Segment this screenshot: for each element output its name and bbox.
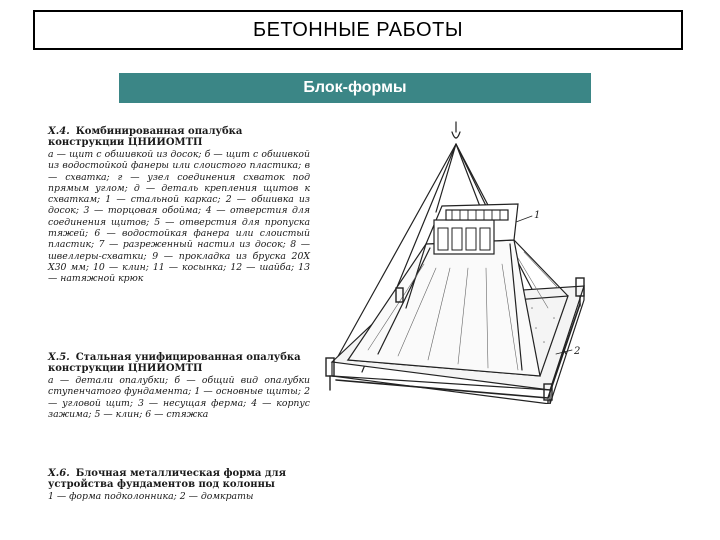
sling-line — [456, 144, 488, 210]
caption-body: а — щит с обшивкой из досок; б — щит с обшивкой из водостойкой фанеры или слоистого пластика; в — схватка; г — узел соединения схваток под прямым углом; д — деталь крепления щитов к схваткам; 1 — стальной каркас; 2 — обшивка из досок; 3 — торцовая обойма; 4 — отверстия для соединения щитов; 5 — отверстия для пропуска тяжей; 6 — водостойкая фанера или слоистый пластик; 7 — разреженный настил из досок; 8 — швеллеры-схватки; 9 — прокладка из бруска 20Х Х30 мм; 10 — клин; 11 — косынка; 12 — шайба; 13 — натяжной крюк — [48, 149, 310, 285]
slide-title: БЕТОННЫЕ РАБОТЫ — [252, 18, 464, 41]
title-frame — [33, 10, 683, 50]
top-rail — [446, 210, 508, 220]
sling-line — [436, 144, 456, 212]
caption-body: 1 — форма подколонника; 2 — домкраты — [48, 491, 254, 502]
caption-x6 — [48, 468, 310, 502]
caption-title: Стальная унифицированная опалубка конструкции ЦНИИОМТП — [48, 352, 301, 374]
subtitle-banner — [119, 73, 591, 103]
caption-x4 — [48, 126, 310, 285]
slide-subtitle: Блок-формы — [303, 79, 407, 96]
lifting-hook-icon — [452, 122, 460, 138]
figure-label-1: 1 — [534, 210, 541, 221]
figure-label-2: 2 — [574, 346, 581, 357]
caption-x5 — [48, 352, 310, 420]
caption-heading — [48, 352, 310, 374]
caption-number: X.5. — [48, 352, 70, 363]
caption-title: Блочная металлическая форма для устройства фундаментов под колонны — [48, 468, 286, 490]
caption-number: X.6. — [48, 468, 70, 479]
caption-title: Комбинированная опалубка конструкции ЦНИИОМТП — [48, 126, 243, 148]
caption-number: X.4. — [48, 126, 70, 137]
caption-body: а — детали опалубки; б — общий вид опалубки ступенчатого фундамента; 1 — основные щиты; 2 — угловой щит; 3 — несущая ферма; 4 — корпус зажима; 5 — клин; 6 — стяжка — [48, 375, 310, 420]
caption-heading — [48, 468, 310, 490]
block-form-drawing — [318, 118, 590, 404]
caption-heading — [48, 126, 310, 148]
